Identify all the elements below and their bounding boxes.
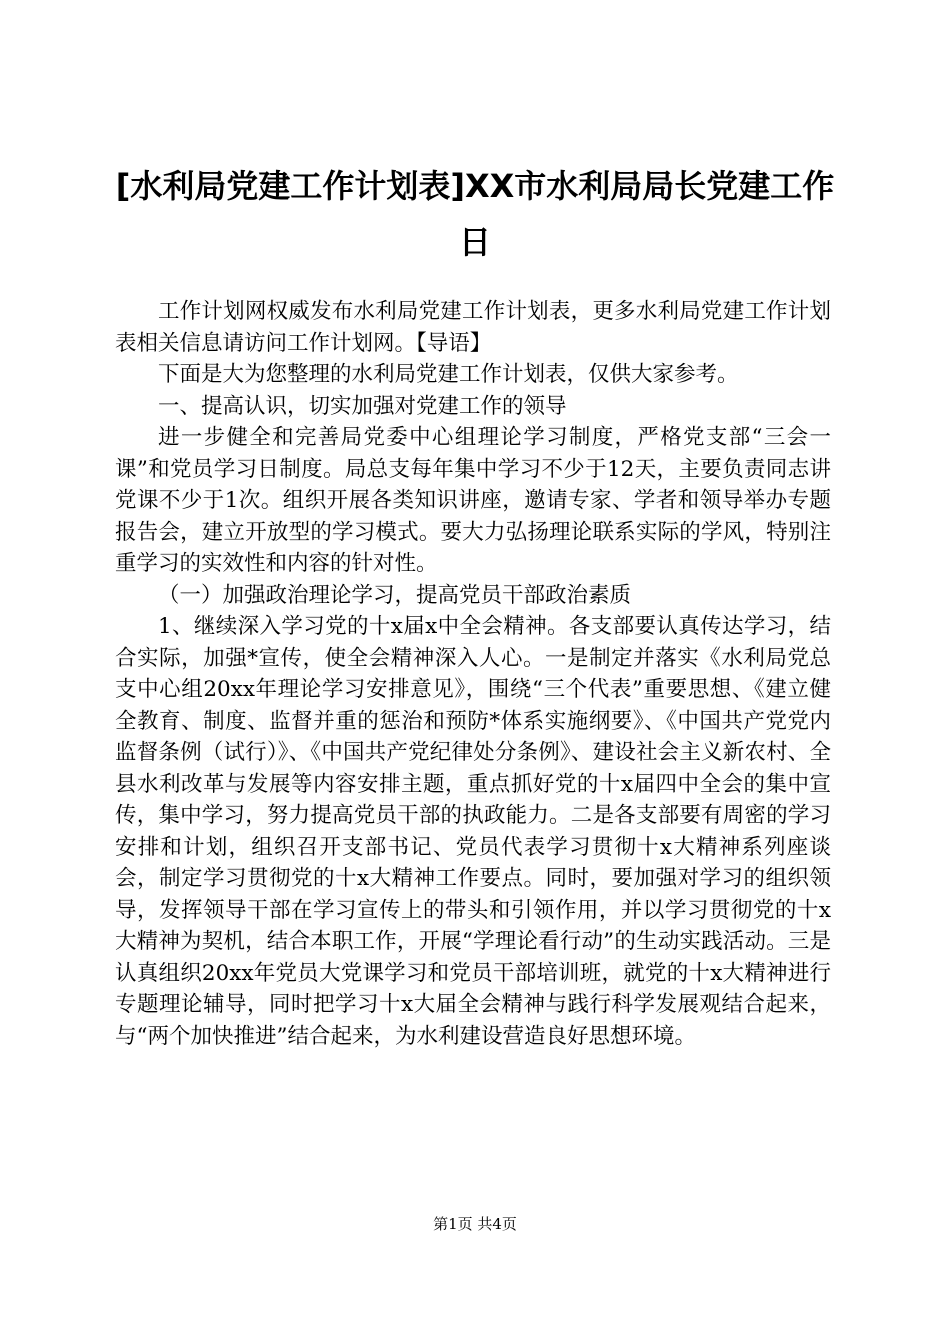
subsection-heading-1: （一）加强政治理论学习，提高党员干部政治素质 (158, 582, 632, 608)
section-heading-1: 一、提高认识，切实加强对党建工作的领导 (158, 393, 567, 419)
paragraph-study-system: 进一步健全和完善局党委中心组理论学习制度，严格党支部“三会一课”和党员学习日制度。局总支每年集中学习不少于12天，主要负责同志讲党课不少于1次。组织开展各类知识讲座，邀请专家、学者和领导举办专题报告会，建立开放型的学习模式。要大力弘扬理论联系实际的学风，特别注重学习的实效性和内容的针对性。 (115, 425, 831, 576)
paragraph-intro: 工作计划网权威发布水利局党建工作计划表，更多水利局党建工作计划表相关信息请访问工作计划网。【导语】 (115, 299, 831, 356)
paragraph-item-1: 1、继续深入学习党的十x届x中全会精神。各支部要认真传达学习，结合实际，加强*宣传，使全会精神深入人心。一是制定并落实《水利局党总支中心组20xx年理论学习安排意见》，围绕“三个代表”重要思想、《建立健全教育、制度、监督并重的惩治和预防*体系实施纲要》、《中国共产党党内监督条例（试行）》、《中国共产党纪律处分条例》、建设社会主义新农村、全县水利改革与发展等内容安排主题，重点抓好党的十x届四中全会的集中宣传，集中学习，努力提高党员干部的执政能力。二是各支部要有周密的学习安排和计划，组织召开支部书记、党员代表学习贯彻十x大精神系列座谈会，制定学习贯彻党的十x大精神工作要点。同时，要加强对学习的组织领导，发挥领导干部在学习宣传上的带头和引领作用，并以学习贯彻党的十x大精神为契机，结合本职工作，开展“学理论看行动”的生动实践活动。三是认真组织20xx年党员大党课学习和党员干部培训班，就党的十x大精神进行专题理论辅导，同时把学习十x大届全会精神与践行科学发展观结合起来，与“两个加快推进”结合起来，为水利建设营造良好思想环境。 (115, 614, 831, 1049)
document-title: [水利局党建工作计划表]XX市水利局局长党建工作日 (115, 167, 835, 261)
document-body (115, 296, 831, 1052)
paragraph-preface: 下面是大为您整理的水利局党建工作计划表，仅供大家参考。 (158, 362, 739, 387)
page-number-footer: 第1页 共4页 (433, 1215, 517, 1233)
